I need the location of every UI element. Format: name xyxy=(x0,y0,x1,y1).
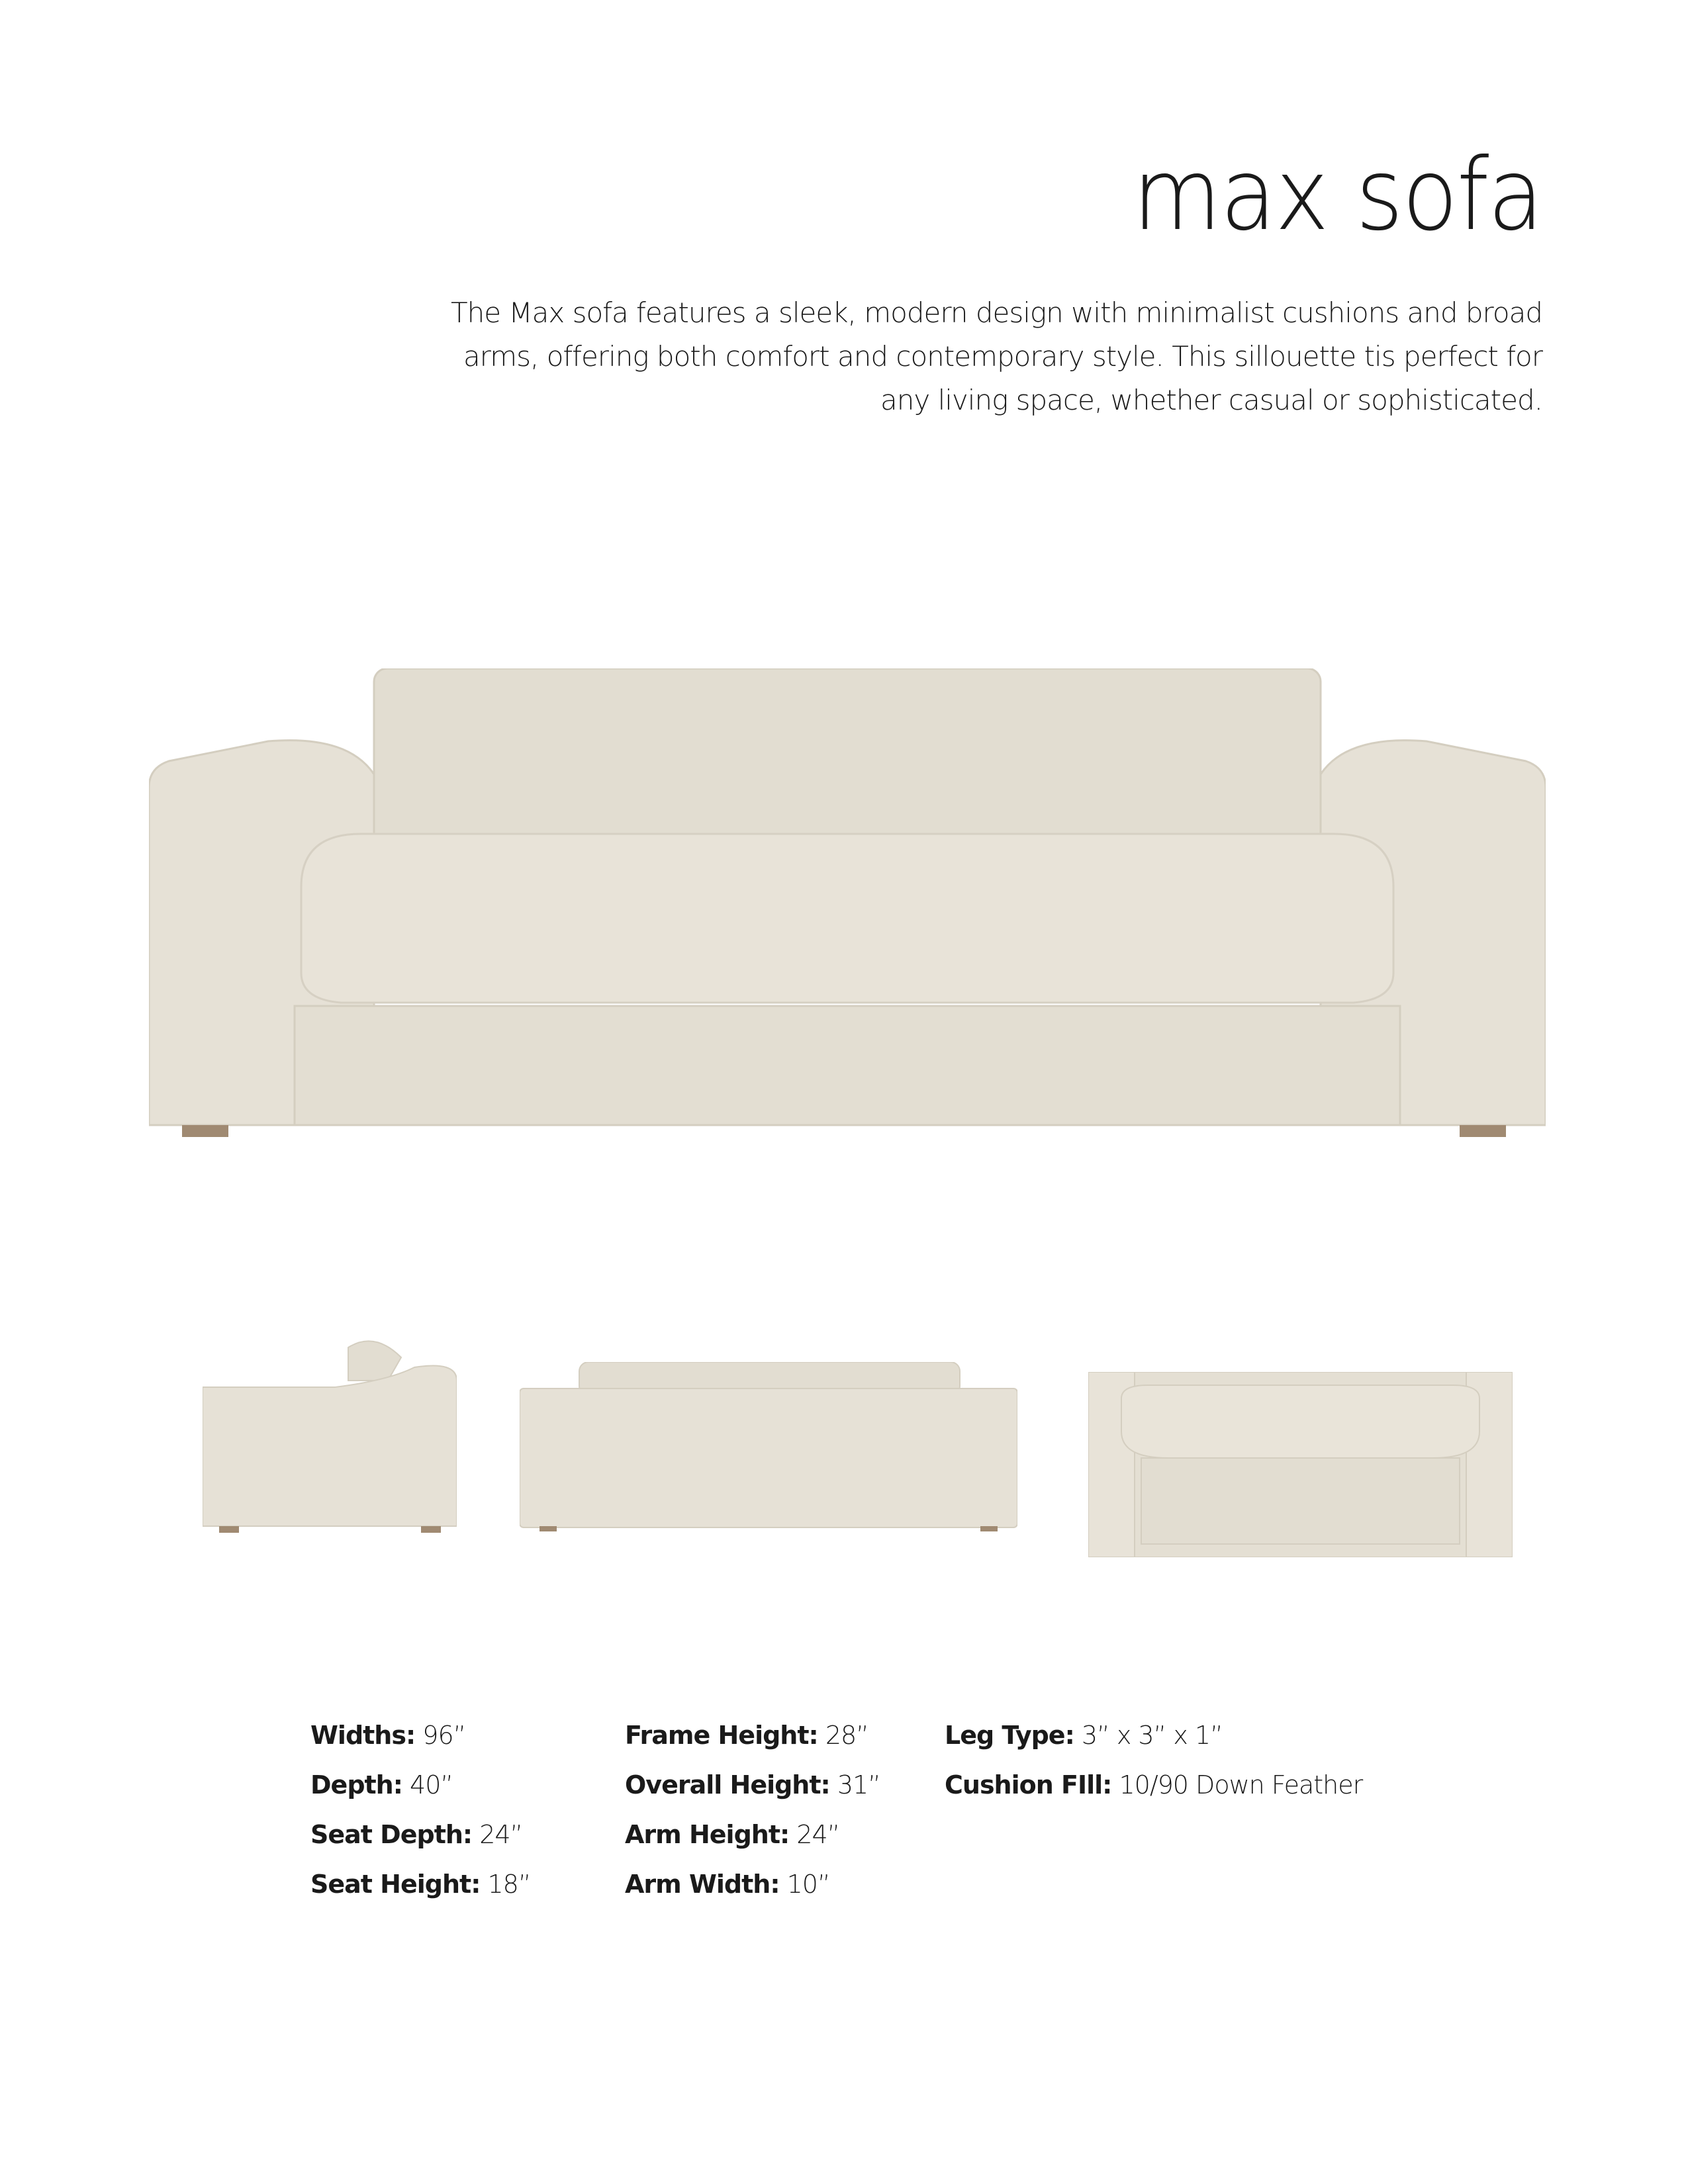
spec-value: 24” xyxy=(479,1820,523,1849)
spec-value: 31” xyxy=(837,1770,880,1799)
spec-value: 28” xyxy=(825,1721,868,1750)
spec-value: 10” xyxy=(786,1870,830,1899)
spec-label: Seat Depth: xyxy=(310,1820,473,1849)
spec-label: Overall Height: xyxy=(625,1770,830,1799)
spec-label: Seat Height: xyxy=(310,1870,481,1899)
description-line: The Max sofa features a sleek, modern design with minimalist cushions and broad xyxy=(450,296,1542,329)
sofa-front-image xyxy=(149,668,1546,1138)
spec-leg-type xyxy=(945,1721,1362,1770)
spec-seat-depth xyxy=(310,1820,531,1870)
spec-column-3 xyxy=(945,1721,1362,1820)
sofa-back-image xyxy=(520,1362,1017,1534)
spec-widths xyxy=(310,1721,531,1770)
spec-seat-height xyxy=(310,1870,531,1919)
spec-column-1 xyxy=(310,1721,531,1919)
spec-overall-height xyxy=(625,1770,880,1820)
description-line: arms, offering both comfort and contemporary style. This sillouette tis perfect for xyxy=(463,340,1542,373)
product-description xyxy=(285,291,1542,422)
spec-value: 24” xyxy=(796,1820,840,1849)
spec-value: 10/90 Down Feather xyxy=(1119,1770,1363,1799)
spec-label: Leg Type: xyxy=(945,1721,1074,1750)
spec-depth xyxy=(310,1770,531,1820)
spec-label: Cushion FIll: xyxy=(945,1770,1112,1799)
spec-cushion-fill xyxy=(945,1770,1362,1820)
spec-label: Frame Height: xyxy=(625,1721,818,1750)
spec-label: Widths: xyxy=(310,1721,416,1750)
description-line: any living space, whether casual or sophisticated. xyxy=(880,384,1542,416)
spec-label: Depth: xyxy=(310,1770,402,1799)
spec-label: Arm Height: xyxy=(625,1820,790,1849)
spec-arm-height xyxy=(625,1820,880,1870)
product-title: max sofa xyxy=(1132,138,1542,253)
spec-value: 3” x 3” x 1” xyxy=(1081,1721,1223,1750)
sofa-side-image xyxy=(203,1334,457,1537)
spec-arm-width xyxy=(625,1870,880,1919)
spec-value: 40” xyxy=(410,1770,453,1799)
spec-frame-height xyxy=(625,1721,880,1770)
spec-column-2 xyxy=(625,1721,880,1919)
spec-value: 96” xyxy=(422,1721,466,1750)
sofa-top-image xyxy=(1088,1372,1513,1557)
spec-value: 18” xyxy=(487,1870,531,1899)
spec-label: Arm Width: xyxy=(625,1870,780,1899)
